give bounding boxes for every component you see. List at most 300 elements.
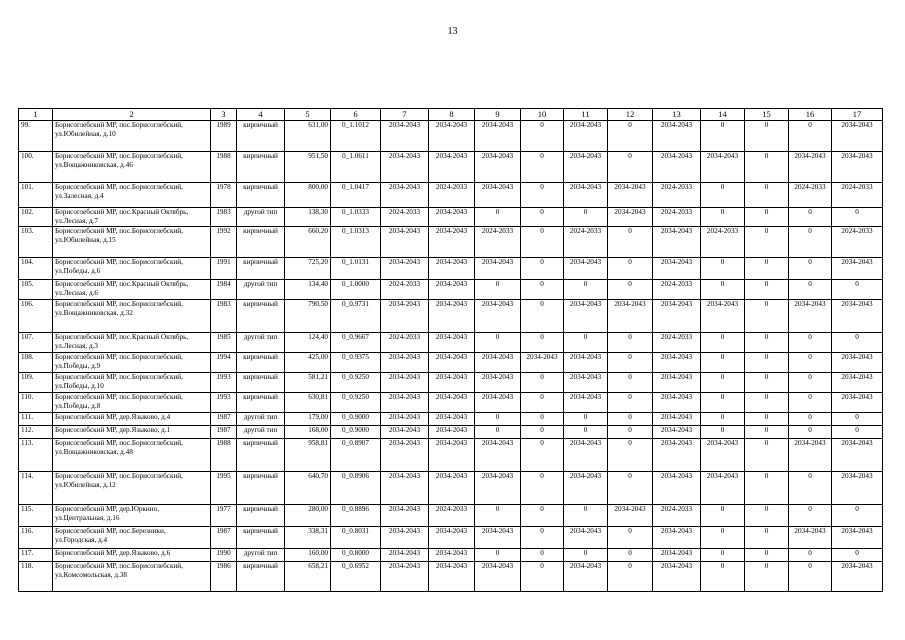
work-col-14-cell: 0 [701,121,745,152]
work-col-17-cell: 2034-2043 [832,472,883,505]
work-col-8-cell: 2034-2043 [429,353,475,373]
work-col-11-cell: 2034-2043 [564,472,608,505]
table-row [19,426,883,439]
work-col-15-cell: 0 [745,183,789,208]
work-col-17-cell: 2034-2043 [832,527,883,549]
column-header-17: 17 [832,109,883,121]
row-number-cell: 114. [19,472,53,505]
work-col-14-cell: 2034-2043 [701,152,745,183]
year-built-cell: 1995 [211,472,237,505]
work-col-8-cell: 2034-2043 [429,426,475,439]
work-col-14-cell: 0 [701,527,745,549]
year-built-cell: 1994 [211,353,237,373]
work-col-12-cell: 2034-2043 [608,183,653,208]
work-col-12-cell: 2034-2043 [608,208,653,227]
work-col-9-cell: 2024-2033 [475,227,521,258]
work-col-10-cell: 0 [521,426,564,439]
work-col-16-cell: 0 [789,373,832,393]
column-header-1: 1 [19,109,53,121]
work-col-13-cell: 2034-2043 [653,527,701,549]
area-cell: 581,21 [285,373,331,393]
work-col-14-cell: 2034-2043 [701,472,745,505]
row-number-cell: 99. [19,121,53,152]
work-col-9-cell: 0 [475,333,521,353]
work-col-15-cell: 0 [745,505,789,527]
work-col-9-cell: 0 [475,426,521,439]
column-header-10: 10 [521,109,564,121]
area-cell: 790,50 [285,300,331,333]
priority-score-cell: 0_0.8896 [331,505,381,527]
table-row [19,472,883,505]
work-col-16-cell: 0 [789,121,832,152]
table-row [19,373,883,393]
work-col-8-cell: 2034-2043 [429,472,475,505]
wall-material-cell: кирпичный [237,227,285,258]
wall-material-cell: другой тип [237,413,285,426]
work-col-16-cell: 2034-2043 [789,527,832,549]
priority-score-cell: 0_0.8031 [331,527,381,549]
work-col-12-cell: 0 [608,426,653,439]
address-cell: Борисоглебский МР, дер.Языково, д.4 [53,413,211,426]
column-header-7: 7 [381,109,429,121]
area-cell: 631,00 [285,121,331,152]
work-col-17-cell: 2034-2043 [832,300,883,333]
row-number-cell: 109. [19,373,53,393]
column-header-16: 16 [789,109,832,121]
work-col-7-cell: 2034-2043 [381,300,429,333]
row-number-cell: 110. [19,393,53,413]
work-col-14-cell: 0 [701,393,745,413]
row-number-cell: 118. [19,562,53,592]
address-cell: Борисоглебский МР, пос.Красный Октябрь, ул.Лесная, д.6 [53,280,211,300]
work-col-14-cell: 0 [701,413,745,426]
address-cell: Борисоглебский МР, пос.Борисоглебский, ул.Победы, д.6 [53,258,211,280]
header-row [19,109,883,121]
work-col-10-cell: 0 [521,333,564,353]
priority-score-cell: 0_0.8907 [331,439,381,472]
work-col-9-cell: 2034-2043 [475,562,521,592]
year-built-cell: 1983 [211,300,237,333]
table-row [19,527,883,549]
work-col-9-cell: 2034-2043 [475,121,521,152]
work-col-15-cell: 0 [745,333,789,353]
work-col-12-cell: 0 [608,413,653,426]
work-col-13-cell: 2034-2043 [653,227,701,258]
table-row [19,280,883,300]
priority-score-cell: 0_1.1012 [331,121,381,152]
work-col-14-cell: 0 [701,333,745,353]
work-col-12-cell: 0 [608,227,653,258]
work-col-12-cell: 0 [608,333,653,353]
area-cell: 138,30 [285,208,331,227]
column-header-12: 12 [608,109,653,121]
work-col-17-cell: 2034-2043 [832,353,883,373]
wall-material-cell: другой тип [237,333,285,353]
work-col-13-cell: 2034-2043 [653,393,701,413]
address-cell: Борисоглебский МР, дер.Языково, д.6 [53,549,211,562]
work-col-10-cell: 0 [521,121,564,152]
column-header-2: 2 [53,109,211,121]
work-col-17-cell: 2034-2043 [832,258,883,280]
priority-score-cell: 0_0.9000 [331,413,381,426]
work-col-7-cell: 2034-2043 [381,258,429,280]
wall-material-cell: кирпичный [237,353,285,373]
work-col-8-cell: 2034-2043 [429,439,475,472]
address-cell: Борисоглебский МР, пос.Борисоглебский, ул.Победы, д.9 [53,353,211,373]
work-col-14-cell: 0 [701,426,745,439]
work-col-9-cell: 2034-2043 [475,472,521,505]
work-col-8-cell: 2034-2043 [429,333,475,353]
table-row [19,505,883,527]
work-col-13-cell: 2024-2033 [653,505,701,527]
work-col-12-cell: 2034-2043 [608,300,653,333]
work-col-11-cell: 0 [564,426,608,439]
work-col-7-cell: 2034-2043 [381,393,429,413]
wall-material-cell: другой тип [237,208,285,227]
work-col-13-cell: 2034-2043 [653,258,701,280]
wall-material-cell: кирпичный [237,121,285,152]
work-col-13-cell: 2034-2043 [653,300,701,333]
work-col-15-cell: 0 [745,562,789,592]
work-col-10-cell: 0 [521,549,564,562]
table-row [19,300,883,333]
work-col-10-cell: 0 [521,227,564,258]
work-col-13-cell: 2034-2043 [653,152,701,183]
wall-material-cell: кирпичный [237,393,285,413]
row-number-cell: 111. [19,413,53,426]
work-col-17-cell: 2034-2043 [832,439,883,472]
table-row [19,183,883,208]
work-col-11-cell: 0 [564,208,608,227]
table-row [19,208,883,227]
page-number: 13 [447,26,458,37]
priority-score-cell: 0_0.8906 [331,472,381,505]
area-cell: 280,00 [285,505,331,527]
row-number-cell: 105. [19,280,53,300]
year-built-cell: 1984 [211,280,237,300]
work-col-9-cell: 2034-2043 [475,393,521,413]
wall-material-cell: другой тип [237,280,285,300]
work-col-11-cell: 2024-2033 [564,227,608,258]
work-col-9-cell: 2034-2043 [475,183,521,208]
wall-material-cell: кирпичный [237,562,285,592]
work-col-16-cell: 0 [789,426,832,439]
column-header-6: 6 [331,109,381,121]
address-cell: Борисоглебский МР, пос.Борисоглебский, ул.Вощажниковская, д.46 [53,152,211,183]
work-col-15-cell: 0 [745,152,789,183]
work-col-9-cell: 2034-2043 [475,300,521,333]
work-col-7-cell: 2034-2043 [381,426,429,439]
work-col-10-cell: 2034-2043 [521,353,564,373]
work-col-15-cell: 0 [745,300,789,333]
work-col-10-cell: 0 [521,439,564,472]
work-col-14-cell: 0 [701,562,745,592]
work-col-14-cell: 0 [701,208,745,227]
year-built-cell: 1987 [211,426,237,439]
work-col-7-cell: 2034-2043 [381,413,429,426]
work-col-14-cell: 0 [701,183,745,208]
work-col-12-cell: 0 [608,353,653,373]
work-col-8-cell: 2034-2043 [429,549,475,562]
work-col-17-cell: 0 [832,208,883,227]
work-col-16-cell: 0 [789,333,832,353]
work-col-15-cell: 0 [745,258,789,280]
work-col-8-cell: 2034-2043 [429,258,475,280]
row-number-cell: 107. [19,333,53,353]
work-col-11-cell: 0 [564,505,608,527]
area-cell: 630,81 [285,393,331,413]
work-col-15-cell: 0 [745,413,789,426]
work-col-10-cell: 0 [521,280,564,300]
wall-material-cell: кирпичный [237,527,285,549]
table-row [19,562,883,592]
address-cell: Борисоглебский МР, пос.Борисоглебский, ул.Победы, д.10 [53,373,211,393]
column-header-11: 11 [564,109,608,121]
address-cell: Борисоглебский МР, пос.Борисоглебский, ул.Комсомольская, д.38 [53,562,211,592]
work-col-9-cell: 2034-2043 [475,373,521,393]
wall-material-cell: кирпичный [237,152,285,183]
work-col-13-cell: 2034-2043 [653,426,701,439]
area-cell: 179,00 [285,413,331,426]
work-col-14-cell: 0 [701,353,745,373]
priority-score-cell: 0_0.6952 [331,562,381,592]
year-built-cell: 1978 [211,183,237,208]
work-col-8-cell: 2034-2043 [429,373,475,393]
wall-material-cell: другой тип [237,426,285,439]
work-col-10-cell: 0 [521,562,564,592]
area-cell: 660,20 [285,227,331,258]
address-cell: Борисоглебский МР, пос.Березники, ул.Городская, д.4 [53,527,211,549]
table-row [19,439,883,472]
work-col-11-cell: 2034-2043 [564,562,608,592]
row-number-cell: 108. [19,353,53,373]
priority-score-cell: 0_1.0333 [331,208,381,227]
wall-material-cell: кирпичный [237,258,285,280]
wall-material-cell: кирпичный [237,300,285,333]
year-built-cell: 1993 [211,393,237,413]
work-col-9-cell: 0 [475,208,521,227]
row-number-cell: 102. [19,208,53,227]
area-cell: 958,81 [285,439,331,472]
register-table [18,108,883,592]
work-col-17-cell: 0 [832,280,883,300]
address-cell: Борисоглебский МР, пос.Борисоглебский, ул.Юбилейная, д.10 [53,121,211,152]
work-col-15-cell: 0 [745,208,789,227]
address-cell: Борисоглебский МР, пос.Красный Октябрь, ул.Лесная, д.7 [53,208,211,227]
work-col-14-cell: 2034-2043 [701,439,745,472]
work-col-10-cell: 0 [521,472,564,505]
work-col-7-cell: 2024-2033 [381,280,429,300]
work-col-8-cell: 2024-2033 [429,183,475,208]
year-built-cell: 1989 [211,121,237,152]
address-cell: Борисоглебский МР, пос.Красный Октябрь, ул.Лесная, д.3 [53,333,211,353]
work-col-12-cell: 0 [608,562,653,592]
work-col-16-cell: 0 [789,280,832,300]
area-cell: 725,20 [285,258,331,280]
work-col-11-cell: 2034-2043 [564,183,608,208]
work-col-9-cell: 0 [475,280,521,300]
work-col-11-cell: 0 [564,413,608,426]
work-col-13-cell: 2034-2043 [653,413,701,426]
year-built-cell: 1977 [211,505,237,527]
work-col-9-cell: 2034-2043 [475,353,521,373]
column-header-14: 14 [701,109,745,121]
work-col-16-cell: 2034-2043 [789,300,832,333]
work-col-14-cell: 0 [701,258,745,280]
area-cell: 160,00 [285,549,331,562]
work-col-17-cell: 2034-2043 [832,393,883,413]
work-col-7-cell: 2034-2043 [381,183,429,208]
priority-score-cell: 0_1.0611 [331,152,381,183]
address-cell: Борисоглебский МР, дер.Языково, д.1 [53,426,211,439]
priority-score-cell: 0_0.9375 [331,353,381,373]
work-col-12-cell: 0 [608,549,653,562]
table-row [19,353,883,373]
work-col-15-cell: 0 [745,373,789,393]
work-col-11-cell: 0 [564,280,608,300]
work-col-8-cell: 2024-2033 [429,505,475,527]
work-col-9-cell: 0 [475,549,521,562]
work-col-17-cell: 2024-2033 [832,183,883,208]
year-built-cell: 1987 [211,527,237,549]
work-col-11-cell: 2034-2043 [564,527,608,549]
work-col-16-cell: 0 [789,549,832,562]
work-col-8-cell: 2034-2043 [429,280,475,300]
work-col-15-cell: 0 [745,439,789,472]
work-col-15-cell: 0 [745,121,789,152]
work-col-14-cell: 2034-2043 [701,300,745,333]
work-col-12-cell: 0 [608,393,653,413]
work-col-16-cell: 0 [789,505,832,527]
address-cell: Борисоглебский МР, пос.Борисоглебский, ул.Залесная, д.4 [53,183,211,208]
work-col-10-cell: 0 [521,152,564,183]
year-built-cell: 1985 [211,333,237,353]
work-col-16-cell: 0 [789,562,832,592]
work-col-9-cell: 2034-2043 [475,152,521,183]
work-col-13-cell: 2034-2043 [653,472,701,505]
work-col-17-cell: 0 [832,333,883,353]
work-col-13-cell: 2024-2033 [653,333,701,353]
wall-material-cell: другой тип [237,549,285,562]
work-col-11-cell: 2034-2043 [564,353,608,373]
work-col-7-cell: 2034-2043 [381,527,429,549]
work-col-17-cell: 2034-2043 [832,562,883,592]
work-col-12-cell: 0 [608,258,653,280]
column-header-15: 15 [745,109,789,121]
work-col-16-cell: 2034-2043 [789,152,832,183]
year-built-cell: 1988 [211,439,237,472]
work-col-7-cell: 2034-2043 [381,152,429,183]
work-col-8-cell: 2034-2043 [429,413,475,426]
work-col-15-cell: 0 [745,393,789,413]
row-number-cell: 103. [19,227,53,258]
year-built-cell: 1993 [211,373,237,393]
work-col-11-cell: 2034-2043 [564,300,608,333]
priority-score-cell: 0_0.8000 [331,549,381,562]
priority-score-cell: 0_1.0313 [331,227,381,258]
priority-score-cell: 0_0.9250 [331,373,381,393]
row-number-cell: 112. [19,426,53,439]
row-number-cell: 115. [19,505,53,527]
work-col-12-cell: 0 [608,152,653,183]
row-number-cell: 116. [19,527,53,549]
wall-material-cell: кирпичный [237,183,285,208]
area-cell: 124,40 [285,333,331,353]
row-number-cell: 113. [19,439,53,472]
table-row [19,258,883,280]
work-col-9-cell: 2034-2043 [475,258,521,280]
work-col-8-cell: 2034-2043 [429,227,475,258]
area-cell: 168,00 [285,426,331,439]
work-col-10-cell: 0 [521,300,564,333]
work-col-8-cell: 2034-2043 [429,152,475,183]
area-cell: 640,70 [285,472,331,505]
work-col-12-cell: 0 [608,472,653,505]
work-col-9-cell: 2034-2043 [475,527,521,549]
work-col-15-cell: 0 [745,280,789,300]
work-col-11-cell: 0 [564,333,608,353]
work-col-12-cell: 0 [608,373,653,393]
work-col-11-cell: 2034-2043 [564,121,608,152]
work-col-15-cell: 0 [745,472,789,505]
work-col-14-cell: 2024-2033 [701,227,745,258]
wall-material-cell: кирпичный [237,373,285,393]
row-number-cell: 106. [19,300,53,333]
work-col-12-cell: 0 [608,280,653,300]
table-row [19,152,883,183]
work-col-9-cell: 0 [475,413,521,426]
work-col-11-cell: 2034-2043 [564,393,608,413]
work-col-10-cell: 0 [521,505,564,527]
work-col-10-cell: 0 [521,258,564,280]
work-col-16-cell: 2024-2033 [789,183,832,208]
column-header-3: 3 [211,109,237,121]
priority-score-cell: 0_0.9731 [331,300,381,333]
work-col-7-cell: 2034-2043 [381,562,429,592]
work-col-10-cell: 0 [521,373,564,393]
work-col-7-cell: 2034-2043 [381,227,429,258]
work-col-11-cell: 2034-2043 [564,258,608,280]
address-cell: Борисоглебский МР, пос.Борисоглебский, ул.Вощажниковская, д.32 [53,300,211,333]
work-col-7-cell: 2024-2033 [381,333,429,353]
work-col-8-cell: 2034-2043 [429,527,475,549]
column-header-8: 8 [429,109,475,121]
area-cell: 425,00 [285,353,331,373]
work-col-16-cell: 0 [789,472,832,505]
work-col-10-cell: 0 [521,413,564,426]
work-col-14-cell: 0 [701,280,745,300]
work-col-9-cell: 0 [475,505,521,527]
work-col-16-cell: 0 [789,227,832,258]
work-col-11-cell: 2034-2043 [564,152,608,183]
priority-score-cell: 0_0.9250 [331,393,381,413]
work-col-14-cell: 0 [701,505,745,527]
priority-score-cell: 0_1.0000 [331,280,381,300]
work-col-17-cell: 2024-2033 [832,227,883,258]
work-col-14-cell: 0 [701,373,745,393]
work-col-13-cell: 2024-2033 [653,183,701,208]
year-built-cell: 1983 [211,208,237,227]
work-col-7-cell: 2034-2043 [381,373,429,393]
area-cell: 951,50 [285,152,331,183]
year-built-cell: 1987 [211,413,237,426]
area-cell: 134,40 [285,280,331,300]
work-col-13-cell: 2024-2033 [653,208,701,227]
wall-material-cell: кирпичный [237,472,285,505]
priority-score-cell: 0_1.0131 [331,258,381,280]
work-col-16-cell: 0 [789,413,832,426]
work-col-8-cell: 2034-2043 [429,208,475,227]
